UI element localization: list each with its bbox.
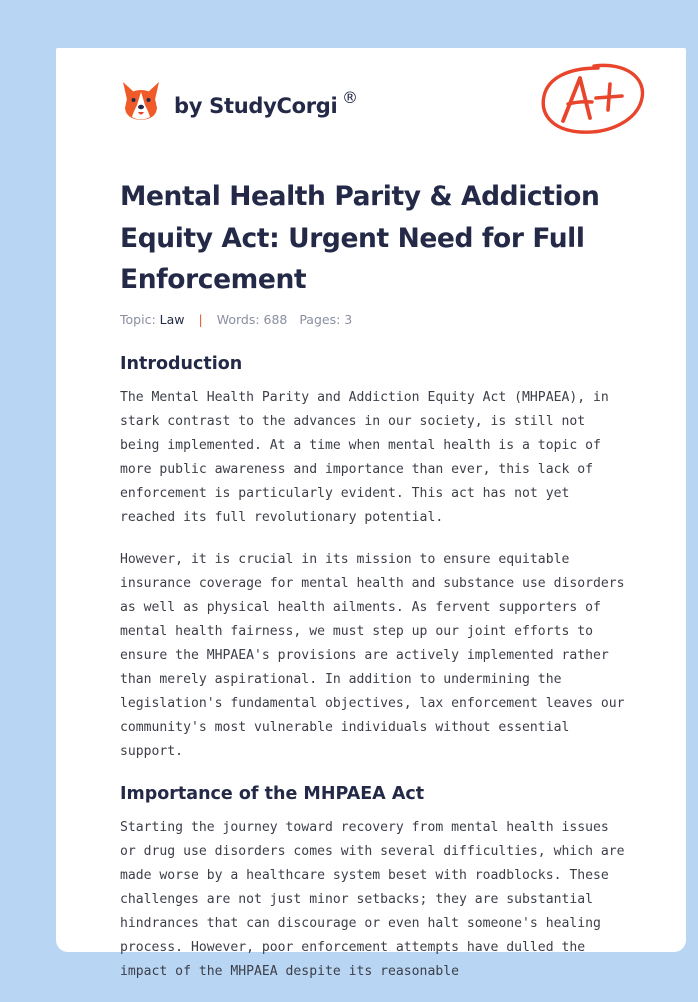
brand-header[interactable] <box>120 76 358 124</box>
paragraph: The Mental Health Parity and Addiction Equity Act (MHPAEA), in stark contrast to the advances in our society, is still not being implemented. At a time when mental health is a topic of more public awareness and importance than ever, this lack of enforcement is particularly evident. This act has not yet reached its full revolutionary potential. <box>120 390 609 525</box>
words-label: Words: <box>216 312 260 327</box>
section-heading-introduction: Introduction <box>120 354 243 374</box>
topic-link[interactable]: Law <box>159 312 185 327</box>
article-meta <box>120 312 352 327</box>
topic-label: Topic: <box>120 312 156 327</box>
corgi-logo-icon <box>120 78 162 122</box>
meta-separator: | <box>198 312 203 327</box>
words-count: 688 <box>263 312 288 327</box>
registered-mark: ® <box>342 88 358 107</box>
section-heading-importance: Importance of the MHPAEA Act <box>120 784 425 804</box>
article-title: Mental Health Parity & Addiction Equity Act: Urgent Need for Full Enforcement <box>120 181 600 295</box>
brand-name: by StudyCorgi <box>174 94 338 118</box>
a-plus-grade-icon <box>538 58 650 140</box>
article-body <box>120 352 632 1002</box>
pages-label: Pages: <box>299 312 341 327</box>
document-page <box>56 48 686 979</box>
paragraph: Starting the journey toward recovery from mental health issues or drug use disorders comes with several difficulties, which are made worse by a healthcare system beset with roadblocks. These challenges are not just minor setbacks; they are substantial hindrances that can discourage or even halt someone's healing process. However, poor enforcement attempts have dulled the impact of the MHPAEA despite its reasonable <box>120 820 625 979</box>
paragraph: However, it is crucial in its mission to ensure equitable insurance coverage for mental health and substance use disorders as well as physical health ailments. As fervent supporters of mental health fairness, we must step up our joint efforts to ensure the MHPAEA's provisions are actively implemented rather than merely aspirational. In addition to undermining the legislation's fundamental objectives, lax enforcement leaves our community's most vulnerable individuals without essential support. <box>120 552 625 759</box>
pages-count: 3 <box>344 312 353 327</box>
